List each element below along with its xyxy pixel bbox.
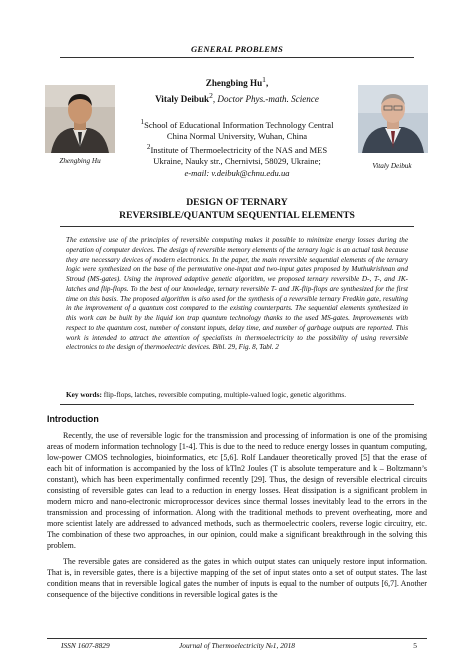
affiliation-line-4: Ukraine, Nauky str., Chernivtsi, 58029, Ukraine;	[153, 156, 321, 167]
intro-paragraph-2: The reversible gates are considered as the gates in which output states can uniquely restore input information. That is, in reversible gates, there is a bijective mapping of the set of input states onto a set of output states. The last condition means that in reversible logical gates the number of inputs is equal to the number of outputs [6,7]. Another consequence of the bijective conditions in reversible logical gates is the	[47, 556, 427, 599]
author-line-2	[125, 90, 349, 106]
introduction-body	[47, 430, 427, 604]
abstract-text: The extensive use of the principles of reversible computing makes it possible to minimize energy losses during the operation of computer devices. The design of reversible memory elements of the ternary logic is an actual task because they are necessary devices of modern electronics. In the paper, the main reversible sequential elements of the ternary logic were synthesized on the base of the permutative one-input and two-input gates proposed by Muthukrishnan and Stroud (MS-gates). Using the improved adaptive genetic algorithm, we proposed ternary reversible D-, T-, and JK-latches and flip-flops. To the best of our knowledge, ternary reversible T- and JK-flip-flops are synthesized for the first time on this basis. The proposed algorithm is also used for the synthesis of a reversible ternary Fredkin gate, resulting in the improvement of a quantum cost compared to the existing counterparts. The sequential elements synthesized in this work can be built by the liquid ion trap quantum technology thanks to the used MS-gates. Improvements with respect to the quantum cost, number of constant inputs, delay time, and number of garbage outputs are reported. This work is intended to attract the attention of specialists in thermoelectricity to the possibility of using reversible electronics to the design of thermoelectric devices. Bibl. 29, Fig. 8, Tabl. 2	[66, 236, 408, 352]
keywords-text: flip-flops, latches, reversible computing, multiple-valued logic, genetic algorithms.	[101, 390, 347, 399]
author-2-sup: 2	[209, 90, 213, 100]
portrait-vitaly-deibuk	[358, 85, 428, 153]
affiliation-sup-2: 2	[146, 143, 151, 152]
author-1-name: Zhengbing Hu	[205, 78, 263, 89]
header-rule	[60, 57, 414, 58]
keywords-label: Key words:	[66, 390, 102, 399]
title-rule	[60, 226, 414, 227]
author-2-title: , Doctor Phys.-math. Science	[212, 93, 319, 104]
author-email[interactable]: e-mail: v.deibuk@chnu.edu.ua	[184, 167, 290, 178]
affiliation-line-2: China Normal University, Wuhan, China	[166, 131, 308, 142]
author-photo-right	[358, 85, 428, 153]
author-line-1	[125, 74, 349, 90]
footer-journal: Journal of Thermoelectricity №1, 2018	[179, 641, 295, 650]
affiliation-2-text: Institute of Thermoelectricity of the NAS and MES	[150, 145, 328, 156]
footer-issn: ISSN 1607-8829	[61, 641, 110, 650]
page-number: 5	[413, 641, 417, 650]
portrait-zhengbing-hu	[45, 85, 115, 153]
footer-rule	[47, 638, 427, 639]
intro-paragraph-1: Recently, the use of reversible logic for the transmission and processing of information is one of the promising areas of modern information technology [1-4]. This is due to the need to reduce energy losses in quantum computing, low-power CMOS technologies, bioinformatics, etc [5,6]. Rolf Landauer theoretically proved [5] that the erase of each bit of information is accompanied by the loss of kTln2 Joules (T is absolute temperature and k – Boltzmann’s constant), which has been experimentally confirmed recently [29]. Thus, the design of reversible electrical circuits consisting of reversible gates can lead to a reduction in energy losses. Heat dissipation is a significant problem in modern micro and nano-electronic microprocessor devices since thermal losses inevitably lead to the errors in the transmission and processing of information. Along with the traditional methods to prevent overheating, more and more scientist lately are addressed to advanced methods, such as thermoelectric coolers, reverse logic circuitry, etc. The combination of these two approaches, in our opinion, could make a significant breakthrough in the solving this problem.	[47, 431, 427, 551]
affiliation-sup-1: 1	[140, 118, 145, 126]
affiliation-block	[125, 117, 349, 179]
keywords-rule	[60, 404, 414, 405]
keywords-line	[66, 390, 408, 399]
affiliation-line-3	[125, 142, 349, 156]
paper-title	[0, 196, 474, 222]
section-heading-introduction: Introduction	[47, 414, 99, 424]
author-1-sup: 1	[262, 75, 266, 84]
title-line-1: DESIGN OF TERNARY	[186, 197, 288, 208]
photo-caption-right: Vitaly Deibuk	[372, 162, 412, 170]
photo-caption-left: Zhengbing Hu	[59, 157, 101, 165]
affiliation-line-1	[125, 117, 349, 131]
section-header: GENERAL PROBLEMS	[191, 44, 283, 54]
author-1-suffix: ,	[265, 78, 269, 89]
author-2-name: Vitaly Deibuk	[155, 93, 210, 104]
author-photo-left	[45, 85, 115, 153]
author-block	[125, 74, 349, 105]
title-line-2: REVERSIBLE/QUANTUM SEQUENTIAL ELEMENTS	[119, 210, 355, 221]
affiliation-1-text: School of Educational Information Technology Central	[144, 119, 334, 130]
